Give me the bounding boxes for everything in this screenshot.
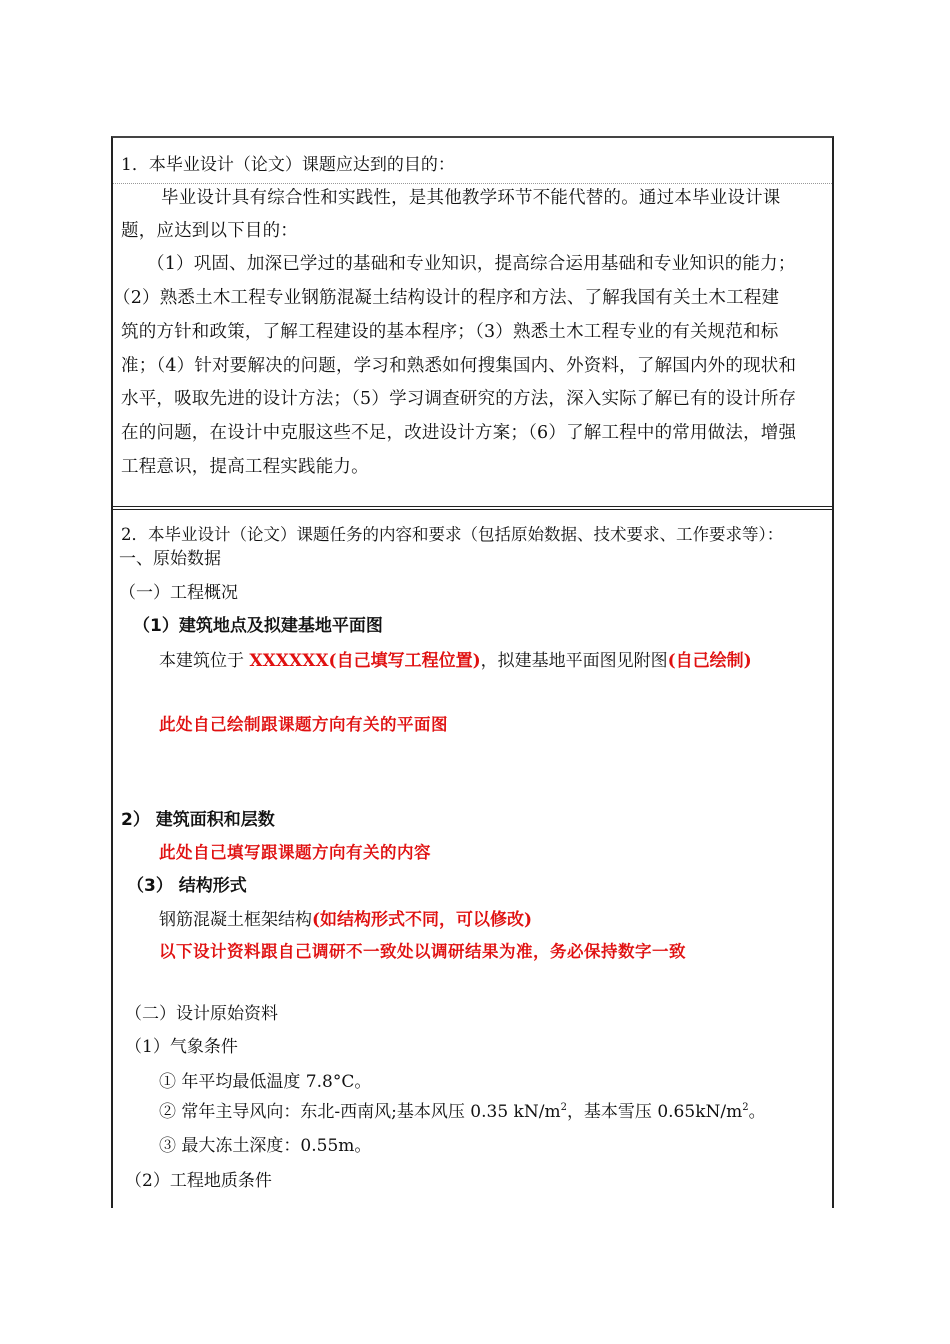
item2-title: 2） 建筑面积和层数: [121, 810, 275, 830]
period: 。: [748, 1102, 766, 1122]
purpose-line: （2）熟悉土木工程专业钢筋混凝土结构设计的程序和方法、了解我国有关土木工程建: [113, 288, 780, 308]
project-location-placeholder: XXXXXX(自己填写工程位置): [249, 651, 481, 671]
item3-title: （3） 结构形式: [127, 876, 247, 896]
section2-heading: 2．本毕业设计（论文）课题任务的内容和要求（包括原始数据、技术要求、工作要求等）：: [121, 525, 784, 544]
purpose-line: （1）巩固、加深已学过的基础和专业知识，提高综合运用基础和专业知识的能力；: [147, 254, 796, 274]
item1-instruction: 此处自己绘制跟课题方向有关的平面图: [159, 715, 448, 734]
weather-item-3: ③ 最大冻土深度：0.55m。: [159, 1136, 372, 1156]
weather-title: （1）气象条件: [125, 1037, 238, 1057]
overview-title: （一）工程概况: [119, 583, 238, 603]
section1-heading: 1．本毕业设计（论文）课题应达到的目的：: [121, 155, 455, 175]
form-table: [111, 136, 834, 1208]
superscript: 2: [560, 1102, 567, 1113]
dotted-divider: [113, 183, 832, 184]
superscript: 2: [742, 1102, 749, 1113]
item1-title: （1）建筑地点及拟建基地平面图: [133, 616, 383, 636]
purpose-line: 在的问题，在设计中克服这些不足，改进设计方案；（6）了解工程中的常用做法，增强: [121, 423, 797, 443]
weather-item-1: ① 年平均最低温度 7.8°C。: [159, 1072, 372, 1092]
design-data-instruction: 以下设计资料跟自己调研不一致处以调研结果为准，务必保持数字一致: [159, 942, 686, 961]
purpose-line: 毕业设计具有综合性和实践性，是其他教学环节不能代替的。通过本毕业设计课: [161, 188, 781, 208]
structure-modify-note: (如结构形式不同，可以修改): [312, 910, 533, 930]
item2-instruction: 此处自己填写跟课题方向有关的内容: [159, 843, 431, 862]
structure-type: 钢筋混凝土框架结构: [159, 910, 312, 930]
purpose-line: 筑的方针和政策，了解工程建设的基本程序；（3）熟悉土木工程专业的有关规范和标: [121, 322, 779, 342]
design-data-title: （二）设计原始资料: [125, 1004, 278, 1024]
geology-title: （2）工程地质条件: [125, 1171, 272, 1191]
purpose-line: 准；（4）针对要解决的问题，学习和熟悉如何搜集国内、外资料，了解国内外的现状和: [121, 356, 797, 376]
item1-text-a: 本建筑位于: [159, 651, 250, 671]
item1-text: [159, 651, 752, 671]
purpose-line: 工程意识，提高工程实践能力。: [121, 457, 369, 477]
purpose-line: 题，应达到以下目的：: [121, 221, 298, 241]
self-draw-note: (自己绘制): [667, 651, 752, 671]
snow-pressure: ，基本雪压 0.65kN/m: [566, 1102, 743, 1122]
purpose-line: 水平，吸取先进的设计方法；（5）学习调查研究的方法，深入实际了解已有的设计所存: [121, 389, 797, 409]
weather-item-2: [159, 1102, 766, 1122]
wind-pressure: ② 常年主导风向：东北-西南风;基本风压 0.35 kN/m: [159, 1102, 561, 1122]
raw-data-title: 一、原始数据: [119, 549, 221, 569]
item3-text: [159, 910, 532, 930]
section-divider: [113, 506, 832, 510]
item1-text-b: ，拟建基地平面图见附图: [480, 651, 668, 671]
section-purpose: [113, 138, 832, 506]
